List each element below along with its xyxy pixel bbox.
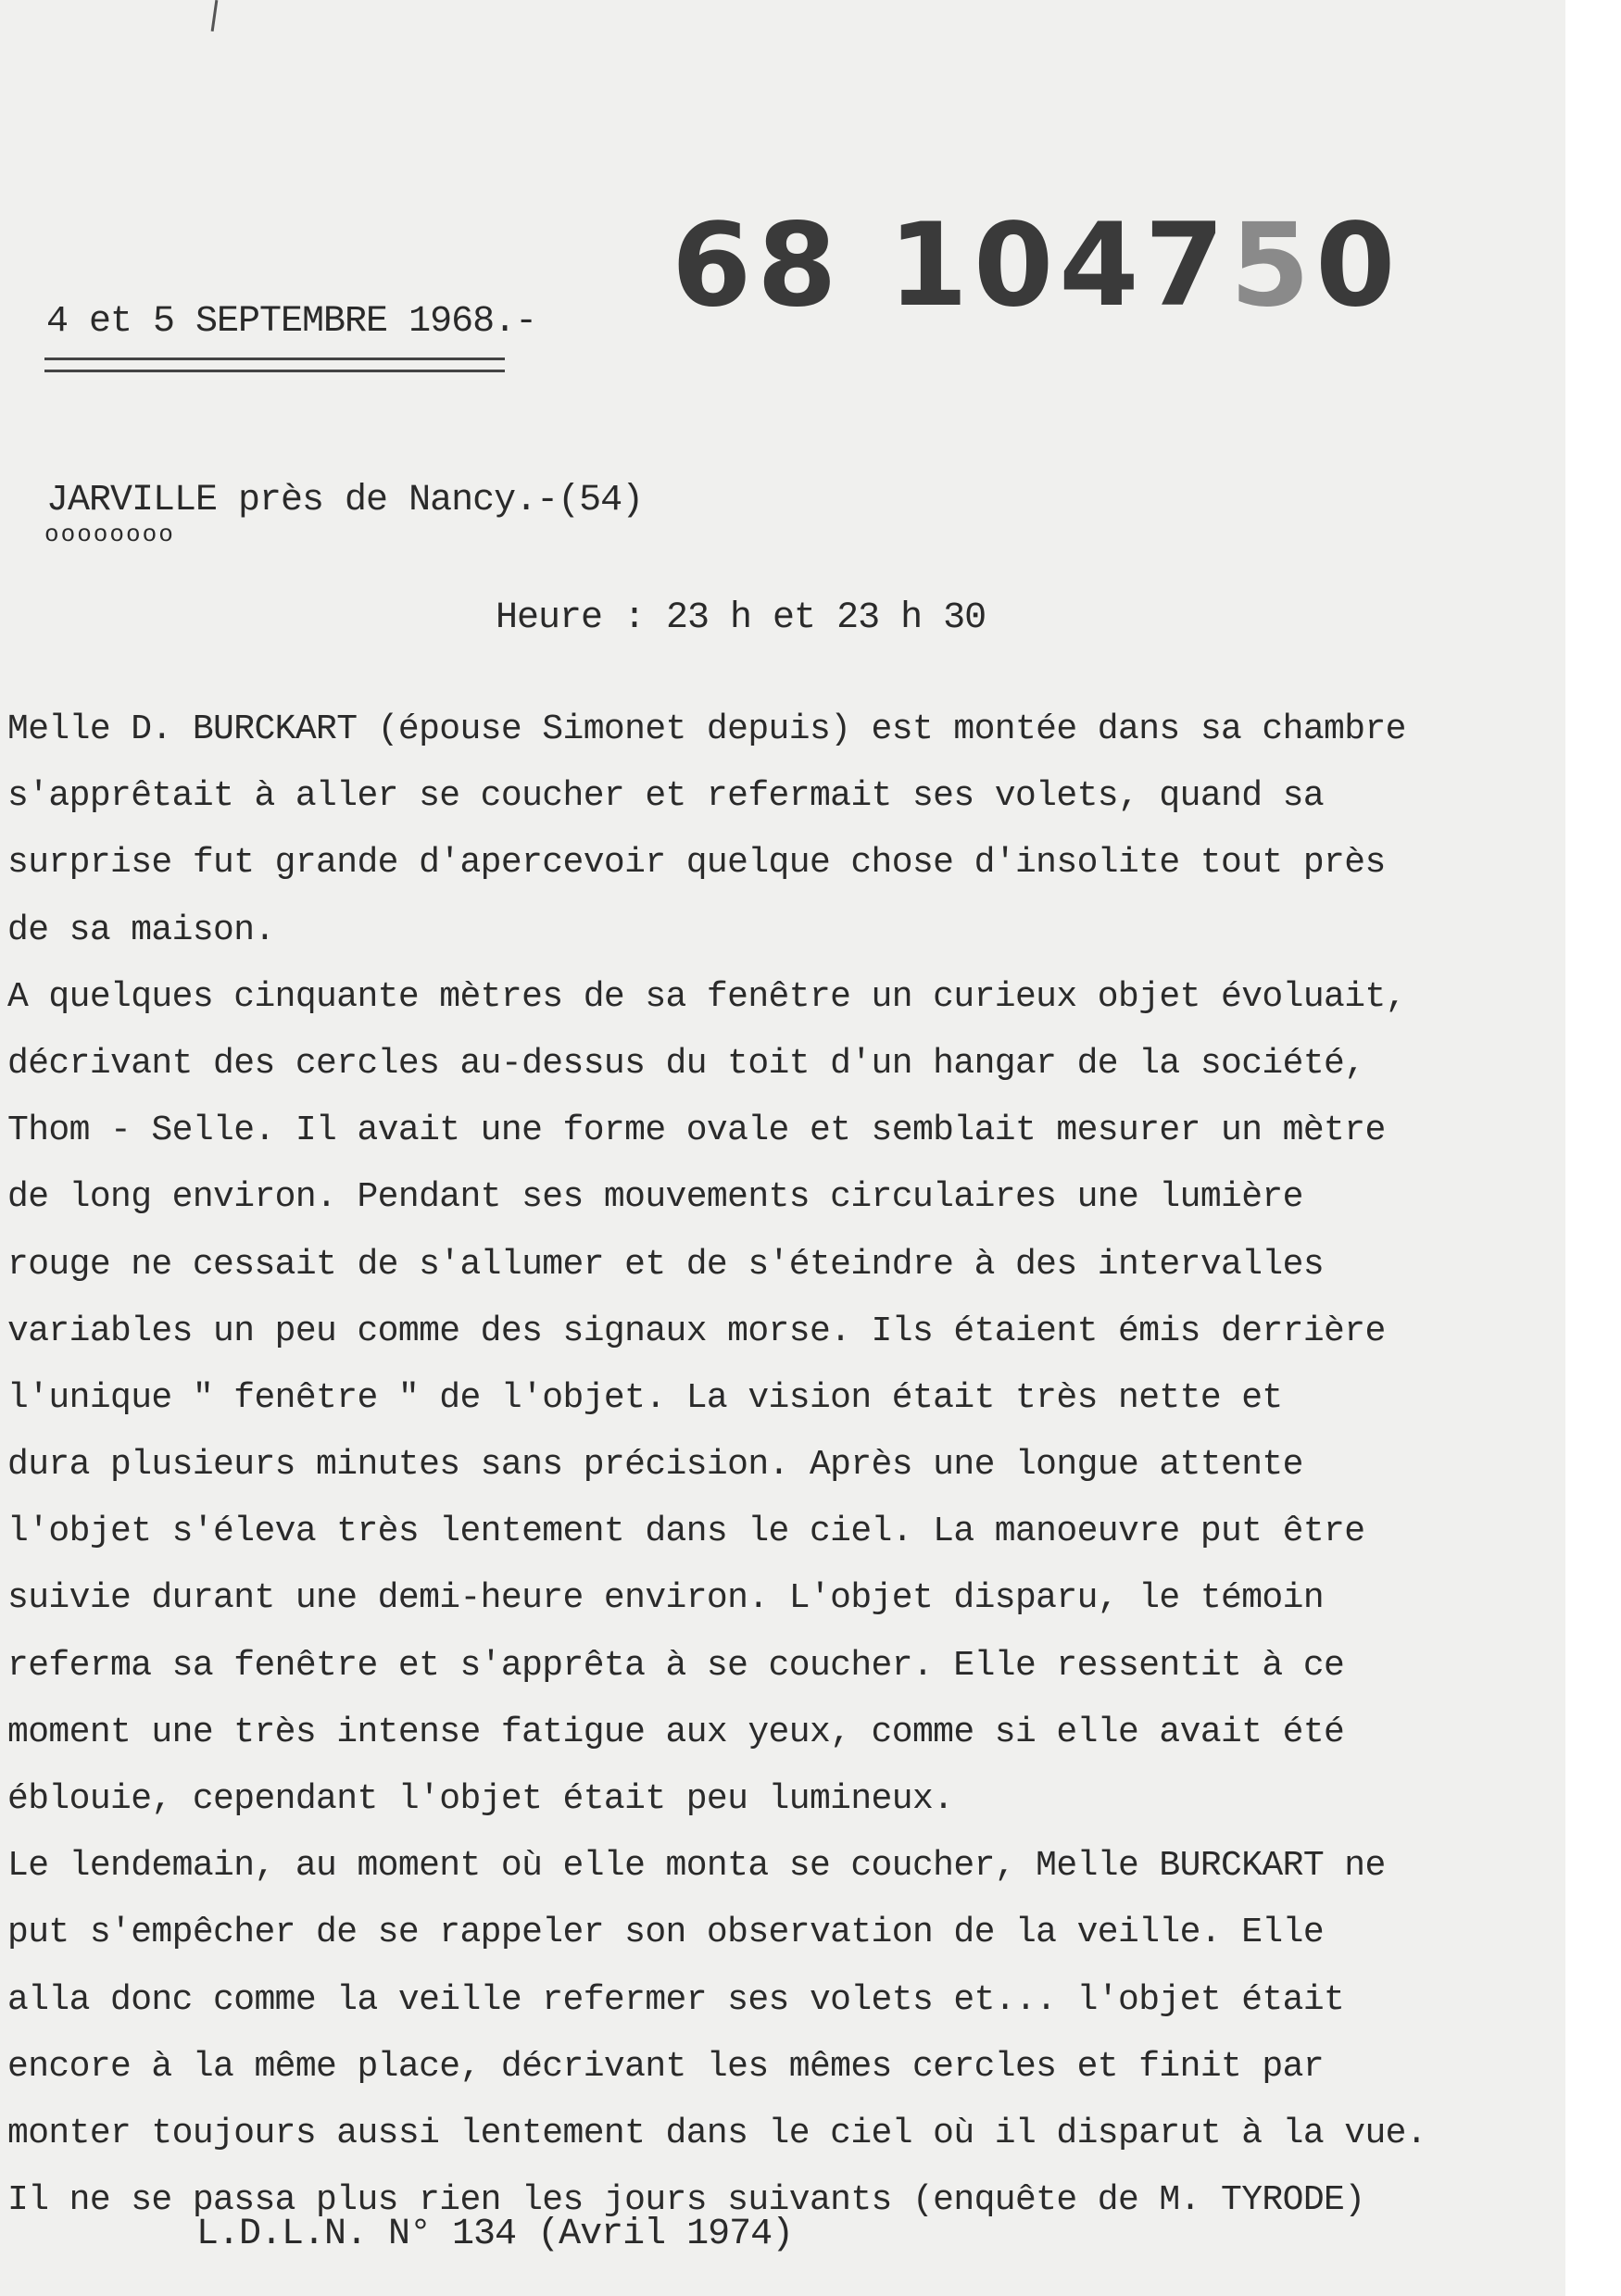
text-line: moment une très intense fatigue aux yeux, comme si elle avait été (7, 1712, 1345, 1752)
text-line: décrivant des cercles au-dessus du toit d'un hangar de la société, (7, 1043, 1365, 1084)
report-body (7, 696, 1545, 2234)
text-line: put s'empêcher de se rappeler son observation de la veille. Elle (7, 1913, 1325, 1953)
text-line: Le lendemain, au moment où elle monta se coucher, Melle BURCKART ne (7, 1846, 1386, 1887)
date-double-underline (44, 358, 505, 372)
text-line: referma sa fenêtre et s'apprêta à se coucher. Elle ressentit à ce (7, 1645, 1345, 1686)
location-underline: oooooooo (44, 521, 175, 548)
text-line: alla donc comme la veille refermer ses volets et... l'objet était (7, 1979, 1345, 2020)
text-line: Il ne se passa plus rien les jours suivants (enquête de M. TYRODE) (7, 2180, 1365, 2221)
text-line: surprise fut grande d'apercevoir quelque chose d'insolite tout près (7, 843, 1386, 884)
stamp-number: 68 104750 (672, 199, 1401, 332)
text-line: A quelques cinquante mètres de sa fenêtre un curieux objet évoluait, (7, 976, 1406, 1017)
text-line: Melle D. BURCKART (épouse Simonet depuis) est montée dans sa chambre (7, 709, 1406, 749)
text-line: monter toujours aussi lentement dans le ciel où il disparut à la vue. (7, 2113, 1427, 2153)
event-hour: Heure : 23 h et 23 h 30 (496, 597, 986, 639)
text-line: de sa maison. (7, 910, 275, 950)
event-location: JARVILLE près de Nancy.-(54) (46, 480, 644, 521)
event-date: 4 et 5 SEPTEMBRE 1968.- (46, 301, 537, 343)
text-line: variables un peu comme des signaux morse. Ils étaient émis derrière (7, 1311, 1386, 1351)
text-line: rouge ne cessait de s'allumer et de s'éteindre à des intervalles (7, 1244, 1325, 1285)
text-line: de long environ. Pendant ses mouvements circulaires une lumière (7, 1177, 1303, 1218)
text-line: l'unique " fenêtre " de l'objet. La vision était très nette et (7, 1377, 1283, 1418)
scan-margin (1565, 0, 1621, 2296)
pen-mark (211, 0, 219, 31)
text-line: l'objet s'éleva très lentement dans le ciel. La manoeuvre put être (7, 1512, 1365, 1552)
text-line: suivie durant une demi-heure environ. L'objet disparu, le témoin (7, 1578, 1325, 1619)
text-line: dura plusieurs minutes sans précision. Après une longue attente (7, 1445, 1303, 1486)
source-reference: L.D.L.N. N° 134 (Avril 1974) (196, 2214, 794, 2255)
text-line: encore à la même place, décrivant les mêmes cercles et finit par (7, 2046, 1325, 2087)
text-line: Thom - Selle. Il avait une forme ovale et semblait mesurer un mètre (7, 1110, 1386, 1151)
text-line: éblouie, cependant l'objet était peu lumineux. (7, 1779, 954, 1819)
text-line: s'apprêtait à aller se coucher et refermait ses volets, quand sa (7, 776, 1325, 817)
